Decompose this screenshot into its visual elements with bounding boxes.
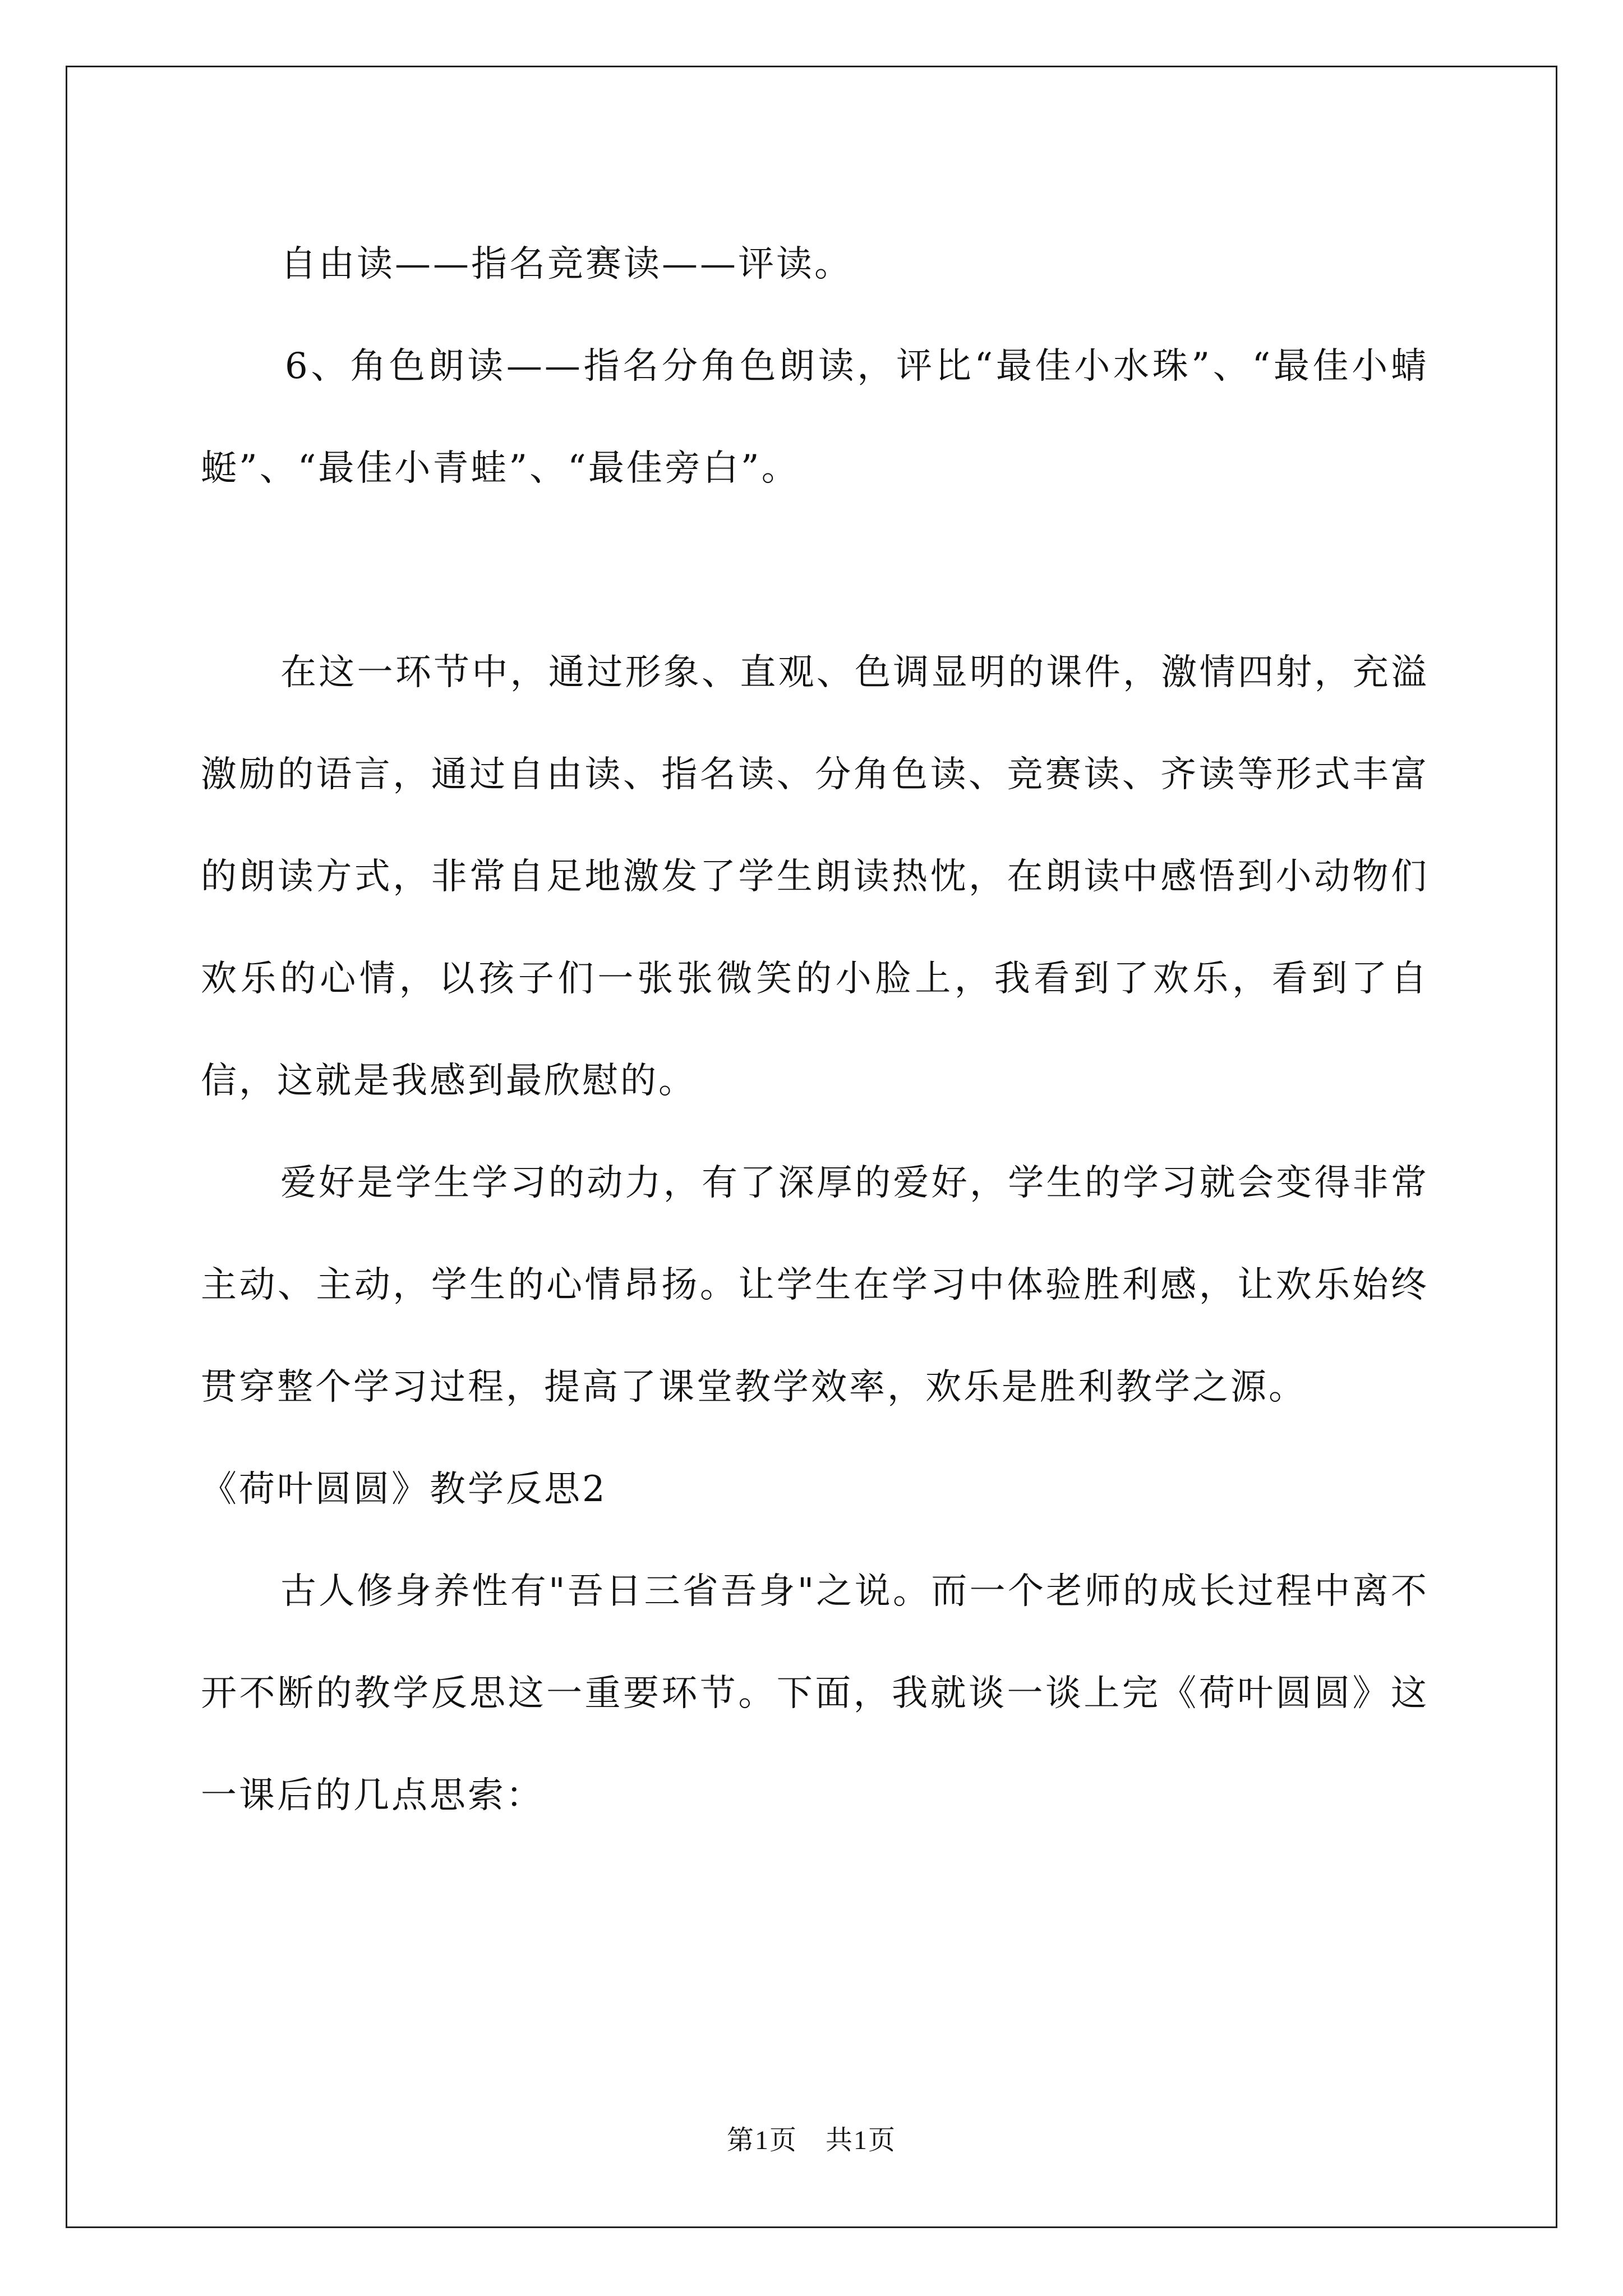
paragraph-reflection-1: 在这一环节中，通过形象、直观、色调显明的课件，激情四射，充溢激励的语言，通过自由读、指名读、分角色读、竞赛读、齐读等形式丰富的朗读方式，非常自足地激发了学生朗读热忱，在朗读中感悟到小动物们欢乐的心情，以孩子们一张张微笑的小脸上，我看到了欢乐，看到了自信，这就是我感到最欣慰的。 xyxy=(201,652,1429,1102)
paragraph-reflection-2: 爱好是学生学习的动力，有了深厚的爱好，学生的学习就会变得非常主动、主动，学生的心情昂扬。让学生在学习中体验胜利感，让欢乐始终贯穿整个学习过程，提高了课堂教学效率，欢乐是胜利教学之源。 xyxy=(201,1162,1429,1408)
section-title: 《荷叶圆圆》教学反思2 xyxy=(201,1469,607,1510)
blank-line xyxy=(201,519,1429,622)
document-body xyxy=(201,213,1429,1847)
paragraph-role-reading: 6、角色朗读——指名分角色朗读，评比“最佳小水珠”、“最佳小蜻蜓”、“最佳小青蛙”、“最佳旁白”。 xyxy=(201,346,1429,489)
page-number-footer: 第1页 共1页 xyxy=(726,2125,896,2155)
paragraph-reflection-3: 古人修身养性有"吾日三省吾身"之说。而一个老师的成长过程中离不开不断的教学反思这一重要环节。下面，我就谈一谈上完《荷叶圆圆》这一课后的几点思索： xyxy=(201,1571,1429,1816)
paragraph-free-reading: 自由读——指名竞赛读——评读。 xyxy=(280,243,852,285)
